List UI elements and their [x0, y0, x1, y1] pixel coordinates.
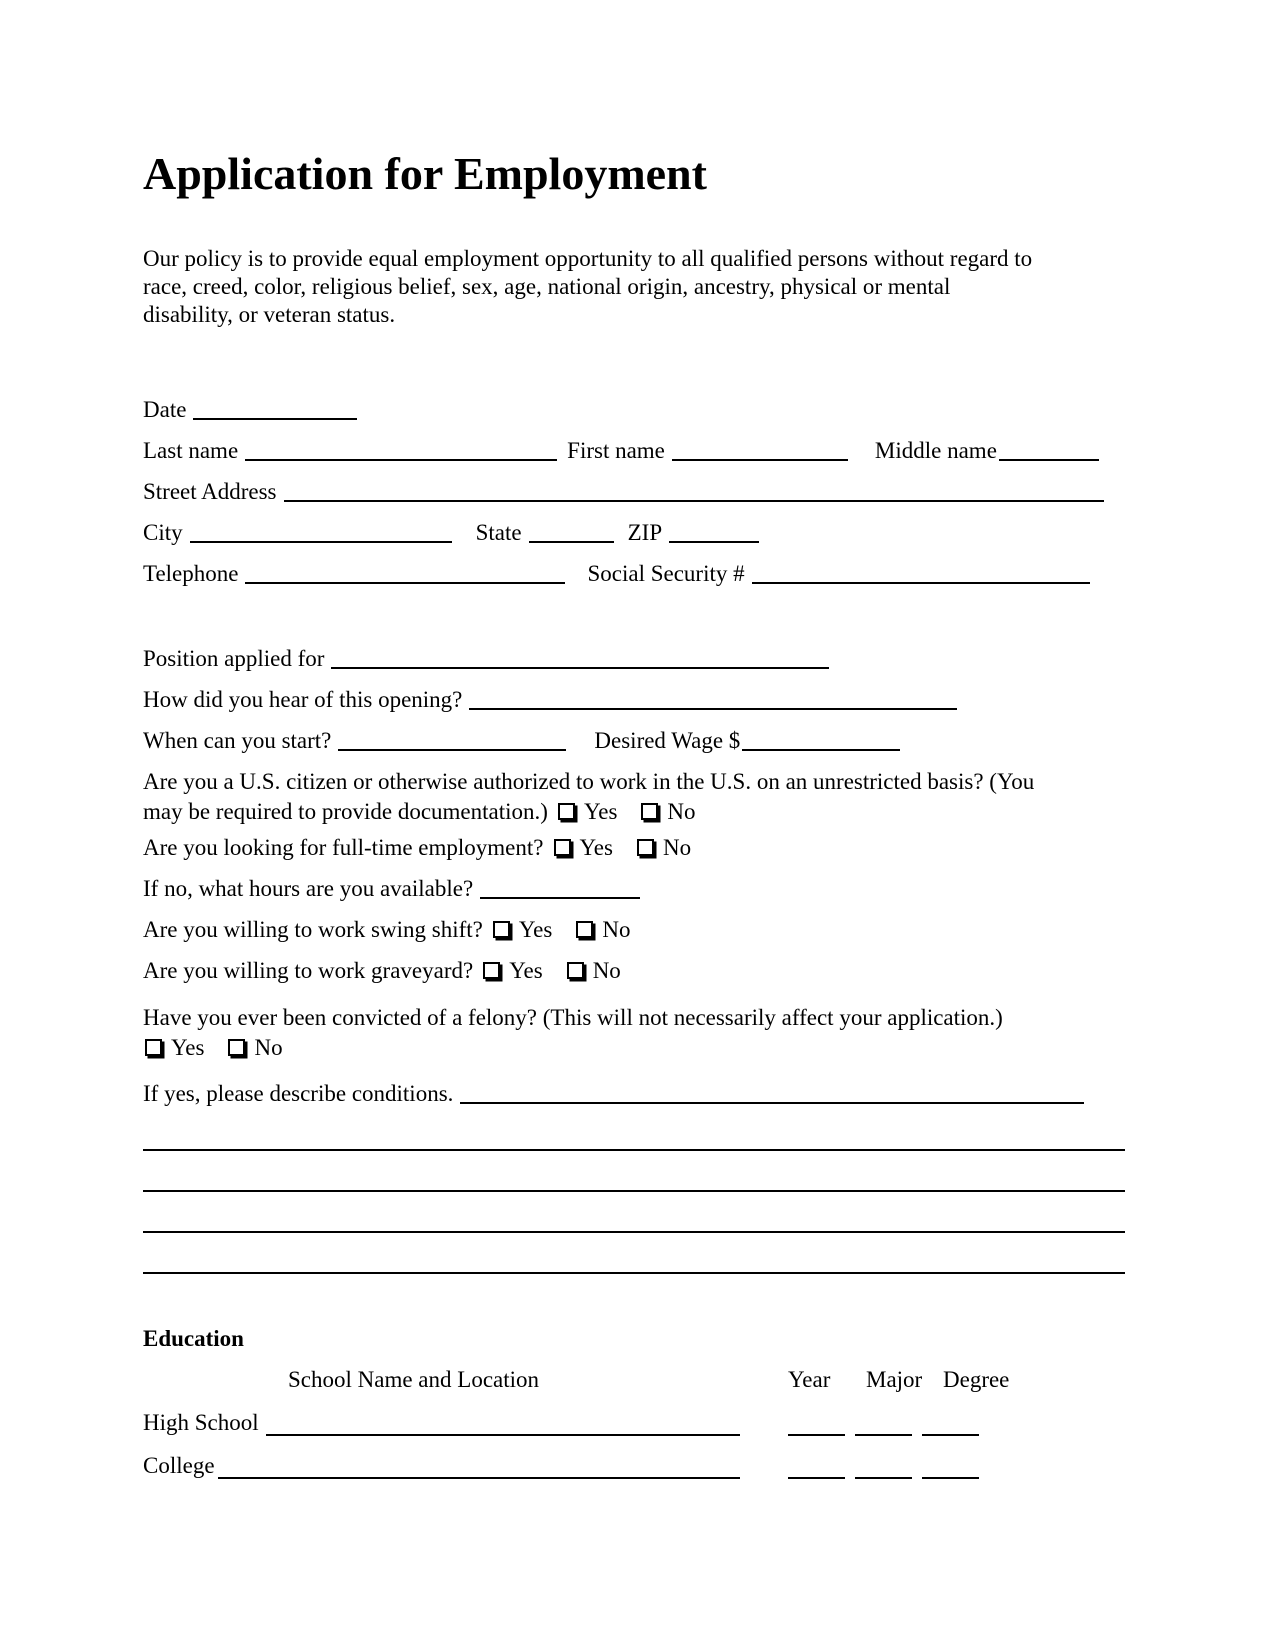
fulltime-yes-checkbox-icon [554, 839, 571, 856]
felony-question [143, 1003, 1128, 1063]
name-row [143, 430, 1128, 471]
college-row [143, 1444, 1128, 1487]
citizen-yes-label: Yes [583, 798, 618, 824]
graveyard-yes-label: Yes [509, 957, 543, 983]
policy-paragraph [143, 245, 1128, 329]
fulltime-yes-no-group [544, 835, 692, 860]
city-blank [190, 537, 452, 543]
graveyard-no-label: No [592, 957, 621, 983]
felony-no-checkbox-icon [228, 1039, 245, 1056]
fulltime-no-checkbox-icon [637, 839, 654, 856]
last-name-label: Last name [143, 437, 239, 463]
citizen-question-line2: may be required to provide documentation.) Yes No [143, 798, 696, 824]
policy-line-1: Our policy is to provide equal employment opportunity to all qualified persons without regard to [143, 245, 1033, 271]
high-school-year-blank [788, 1434, 845, 1436]
citizen-question [143, 767, 1128, 827]
column-degree: Degree [943, 1366, 1010, 1392]
state-blank [529, 537, 614, 543]
desired-wage-blank [742, 745, 900, 751]
citizen-yes-no-group [548, 799, 696, 824]
start-blank [338, 745, 566, 751]
hours-available-row [143, 868, 1128, 909]
date-blank [193, 414, 357, 420]
citizen-question-line1: Are you a U.S. citizen or otherwise authorized to work in the U.S. on an unrestricted basis? (You [143, 768, 1035, 794]
first-name-label: First name [567, 437, 665, 463]
continuation-line-row [143, 1161, 1128, 1202]
position-applied-label: Position applied for [143, 645, 325, 671]
graveyard-yes-checkbox-icon [483, 962, 500, 979]
graveyard-question: Are you willing to work graveyard? [143, 957, 474, 983]
hear-opening-label: How did you hear of this opening? [143, 686, 463, 712]
education-heading: Education [143, 1325, 244, 1351]
middle-name-label: Middle name [874, 437, 997, 463]
swing-no-label: No [602, 916, 631, 942]
hours-available-question: If no, what hours are you available? [143, 875, 474, 901]
swing-shift-question: Are you willing to work swing shift? [143, 916, 483, 942]
hear-opening-row [143, 679, 1128, 720]
swing-yes-label: Yes [518, 916, 553, 942]
college-name-blank [218, 1477, 740, 1479]
hours-available-blank [480, 893, 640, 899]
swing-yes-no-group [483, 917, 631, 942]
college-degree-blank [922, 1477, 979, 1479]
first-name-blank [672, 455, 848, 461]
column-major: Major [866, 1366, 923, 1392]
swing-yes-checkbox-icon [493, 921, 510, 938]
citizen-no-checkbox-icon [641, 803, 658, 820]
date-label: Date [143, 396, 187, 422]
social-security-blank [752, 578, 1090, 584]
start-wage-row [143, 720, 1128, 761]
fulltime-row [143, 827, 1128, 868]
felony-yes-no-group [143, 1033, 1128, 1063]
swing-no-checkbox-icon [576, 921, 593, 938]
last-name-blank [245, 455, 557, 461]
fulltime-question: Are you looking for full-time employment? [143, 834, 544, 860]
telephone-label: Telephone [143, 560, 239, 586]
telephone-ssn-row [143, 553, 1128, 594]
date-row [143, 389, 1128, 430]
hear-opening-blank [469, 704, 957, 710]
continuation-line-4 [143, 1268, 1125, 1274]
fulltime-yes-label: Yes [579, 834, 613, 860]
continuation-line-3 [143, 1227, 1125, 1233]
describe-conditions-row [143, 1073, 1128, 1114]
middle-name-blank [999, 455, 1099, 461]
college-year-blank [788, 1477, 845, 1479]
continuation-line-2 [143, 1186, 1125, 1192]
policy-line-3: disability, or veteran status. [143, 301, 396, 327]
column-year: Year [788, 1366, 831, 1392]
continuation-line-row [143, 1120, 1128, 1161]
zip-label: ZIP [627, 519, 663, 545]
high-school-label: High School [143, 1409, 259, 1435]
felony-no-label: No [254, 1034, 283, 1060]
graveyard-no-checkbox-icon [567, 962, 584, 979]
continuation-line-row [143, 1243, 1128, 1284]
position-applied-blank [331, 663, 829, 669]
street-address-label: Street Address [143, 478, 277, 504]
felony-question-line1: Have you ever been convicted of a felony? (This will not necessarily affect your application.) [143, 1004, 1003, 1030]
citizen-no-label: No [667, 798, 696, 824]
social-security-label: Social Security # [587, 560, 745, 586]
continuation-line-row [143, 1202, 1128, 1243]
page-title: Application for Employment [143, 148, 707, 199]
felony-yes-checkbox-icon [145, 1039, 162, 1056]
column-school-name: School Name and Location [288, 1366, 540, 1392]
describe-conditions-blank [460, 1098, 1084, 1104]
street-address-blank [284, 496, 1104, 502]
start-label: When can you start? [143, 727, 332, 753]
high-school-name-blank [266, 1434, 740, 1436]
describe-conditions-label: If yes, please describe conditions. [143, 1080, 454, 1106]
citizen-yes-checkbox-icon [558, 803, 575, 820]
high-school-major-blank [855, 1434, 912, 1436]
college-label: College [143, 1452, 215, 1478]
city-state-zip-row [143, 512, 1128, 553]
desired-wage-label: Desired Wage $ [594, 727, 741, 753]
policy-line-2: race, creed, color, religious belief, sex, age, national origin, ancestry, physical or mental [143, 273, 951, 299]
graveyard-yes-no-group [473, 958, 621, 983]
felony-yes-label: Yes [171, 1034, 205, 1060]
state-label: State [475, 519, 522, 545]
college-major-blank [855, 1477, 912, 1479]
position-applied-row [143, 638, 1128, 679]
high-school-row [143, 1401, 1128, 1444]
high-school-degree-blank [922, 1434, 979, 1436]
graveyard-row [143, 950, 1128, 991]
swing-shift-row [143, 909, 1128, 950]
telephone-blank [245, 578, 565, 584]
zip-blank [669, 537, 759, 543]
fulltime-no-label: No [662, 834, 692, 860]
continuation-line-1 [143, 1145, 1125, 1151]
city-label: City [143, 519, 183, 545]
education-column-headers [143, 1359, 1128, 1401]
street-address-row [143, 471, 1128, 512]
